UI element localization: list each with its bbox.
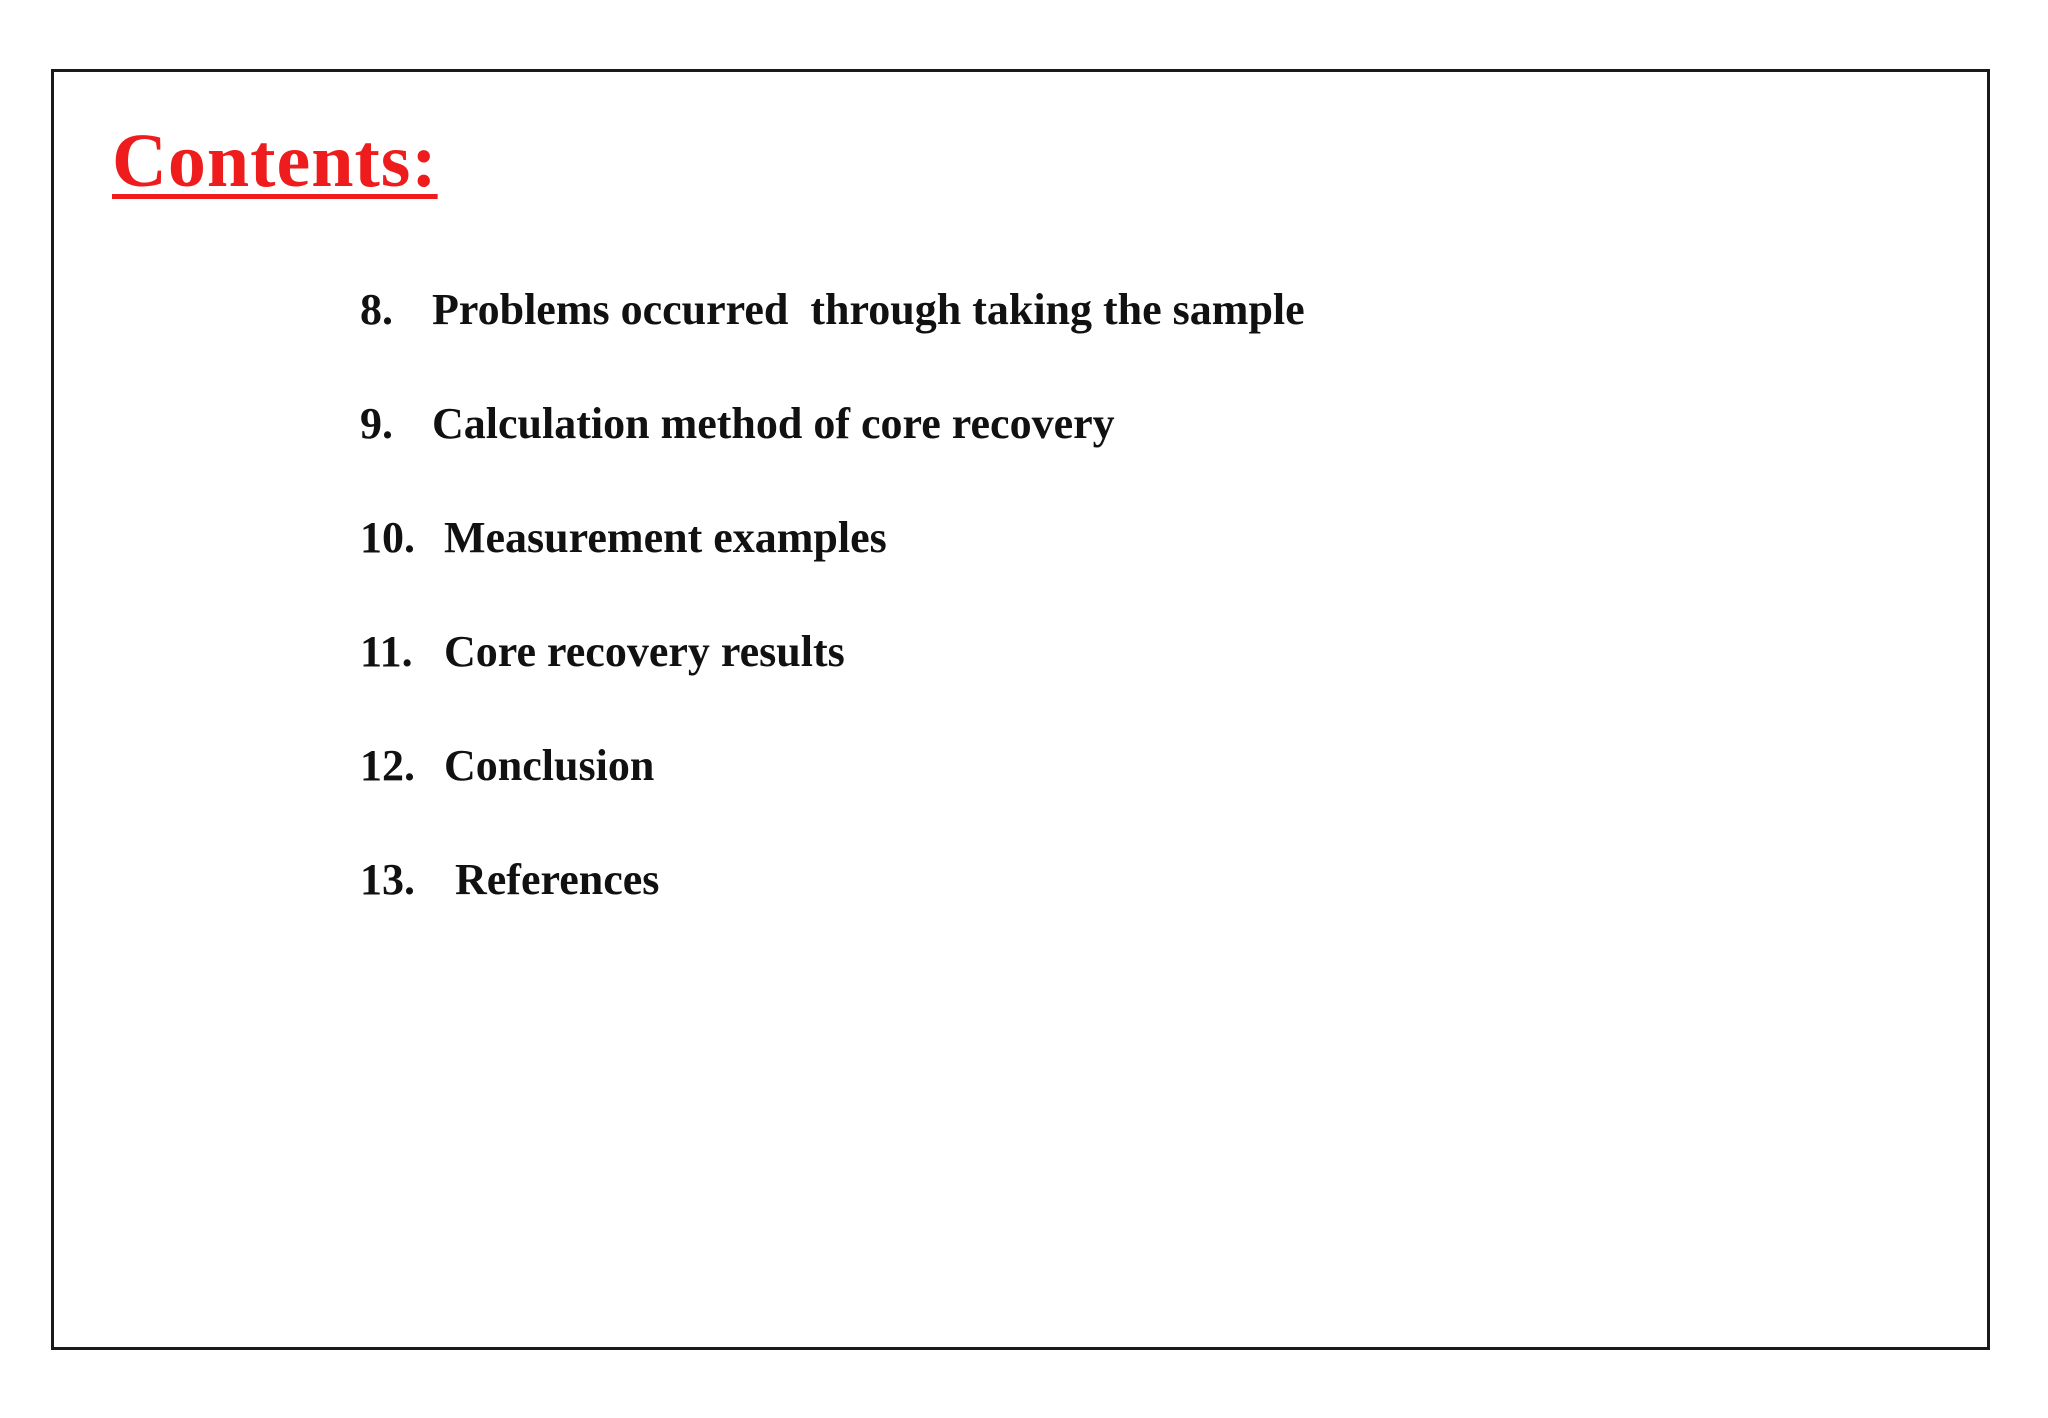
toc-item-number: 8. (360, 285, 393, 334)
toc-item-number: 10. (360, 513, 415, 562)
toc-item-label: Core recovery results (444, 627, 845, 676)
toc-item-10 (360, 506, 1305, 620)
toc-item-12 (360, 734, 1305, 848)
toc-item-number: 12. (360, 741, 415, 790)
toc-item-8 (360, 278, 1305, 392)
toc-item-9 (360, 392, 1305, 506)
toc-item-number: 13. (360, 855, 415, 904)
toc-item-label: Calculation method of core recovery (432, 399, 1115, 448)
table-of-contents (360, 278, 1305, 962)
toc-item-11 (360, 620, 1305, 734)
toc-item-number: 11. (360, 627, 413, 676)
toc-item-label: Problems occurred through taking the sample (432, 285, 1305, 334)
slide-title: Contents: (112, 119, 438, 203)
toc-item-number: 9. (360, 399, 393, 448)
toc-item-label: References (455, 855, 660, 904)
toc-item-label: Conclusion (444, 741, 655, 790)
toc-item-label: Measurement examples (444, 513, 887, 562)
toc-item-13 (360, 848, 1305, 962)
